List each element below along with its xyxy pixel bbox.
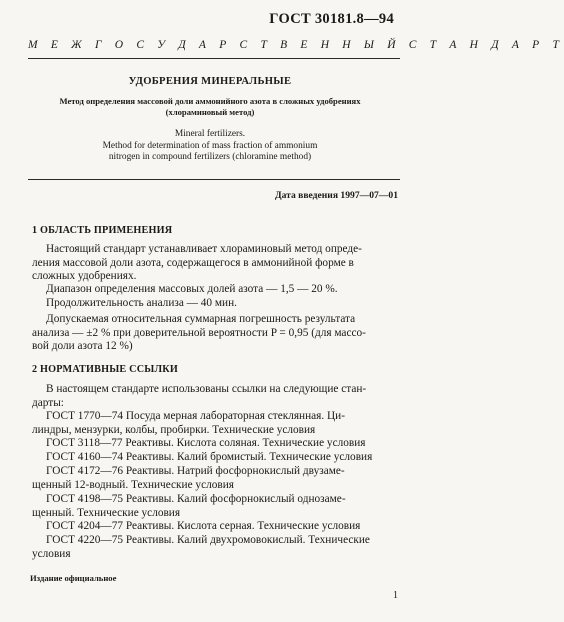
reference-line: линдры, мензурки, колбы, пробирки. Технические условия: [32, 423, 316, 436]
reference-line: ГОСТ 3118—77 Реактивы. Кислота соляная. Технические условия: [46, 437, 366, 449]
paragraph-line: Продолжительность анализа — 40 мин.: [46, 297, 237, 309]
paragraph-line: Настоящий стандарт устанавливает хлораминовый метод опреде-: [46, 243, 362, 255]
paragraph-line: сложных удобрениях.: [32, 270, 137, 283]
reference-line: ГОСТ 4198—75 Реактивы. Калий фосфорнокислый однозаме-: [46, 493, 346, 505]
reference-item: [32, 451, 398, 465]
reference-item: [32, 465, 398, 492]
reference-item: [32, 493, 398, 520]
paragraph-line: дарты:: [32, 396, 64, 409]
mid-divider: [28, 179, 400, 180]
subtitle-line: (хлораминовый метод): [165, 107, 255, 117]
reference-line: ГОСТ 4160—74 Реактивы. Калий бромистый. Технические условия: [46, 451, 373, 463]
document-code: ГОСТ 30181.8—94: [269, 11, 394, 27]
paragraph-line: вой доли азота 12 %): [32, 340, 133, 353]
reference-line: ГОСТ 4172—76 Реактивы. Натрий фосфорнокислый двузаме-: [46, 465, 345, 477]
reference-line: условия: [32, 547, 71, 560]
english-title: [40, 129, 380, 164]
reference-item: [32, 534, 398, 561]
reference-line: щенный 12-водный. Технические условия: [32, 478, 234, 491]
section-1-heading: 1 ОБЛАСТЬ ПРИМЕНЕНИЯ: [32, 225, 173, 236]
paragraph: [32, 313, 398, 354]
paragraph: [32, 297, 398, 311]
paragraph-line: ления массовой доли азота, содержащегося в аммонийной форме в: [32, 256, 354, 269]
subtitle-line: Метод определения массовой доли аммонийного азота в сложных удобрениях: [59, 96, 361, 106]
reference-line: ГОСТ 1770—74 Посуда мерная лабораторная стеклянная. Ци-: [46, 410, 345, 422]
paragraph-line: анализа — ±2 % при доверительной вероятности P = 0,95 (для массо-: [32, 326, 366, 339]
reference-item: [32, 437, 398, 451]
official-edition-label: Издание официальное: [30, 573, 117, 583]
document-subtitle: [40, 96, 380, 118]
introduction-date: Дата введения 1997—07—01: [275, 190, 398, 201]
top-divider: [28, 58, 400, 59]
english-title-line: Method for determination of mass fraction of ammonium: [102, 140, 318, 151]
paragraph: [32, 243, 398, 284]
interstate-standard-banner: М Е Ж Г О С У Д А Р С Т В Е Н Н Ы Й С Т А Н Д А Р Т: [28, 39, 564, 51]
paragraph-line: Допускаемая относительная суммарная погрешность результата: [46, 313, 356, 325]
reference-line: щенный. Технические условия: [32, 506, 181, 519]
english-title-line: nitrogen in compound fertilizers (chloramine method): [108, 152, 312, 162]
page-number: 1: [393, 590, 398, 601]
paragraph-line: Диапазон определения массовых долей азота — 1,5 — 20 %.: [46, 283, 338, 295]
paragraph: [32, 283, 398, 297]
english-title-line: Mineral fertilizers.: [174, 129, 246, 139]
paragraph: [32, 383, 398, 410]
document-title: УДОБРЕНИЯ МИНЕРАЛЬНЫЕ: [128, 76, 292, 87]
reference-line: ГОСТ 4220—75 Реактивы. Калий двухромовокислый. Технические: [46, 534, 370, 546]
reference-line: ГОСТ 4204—77 Реактивы. Кислота серная. Технические условия: [46, 520, 361, 532]
section-2-heading: 2 НОРМАТИВНЫЕ ССЫЛКИ: [32, 364, 178, 375]
reference-item: [32, 410, 398, 437]
paragraph-line: В настоящем стандарте использованы ссылки на следующие стан-: [46, 383, 367, 395]
reference-item: [32, 520, 398, 534]
